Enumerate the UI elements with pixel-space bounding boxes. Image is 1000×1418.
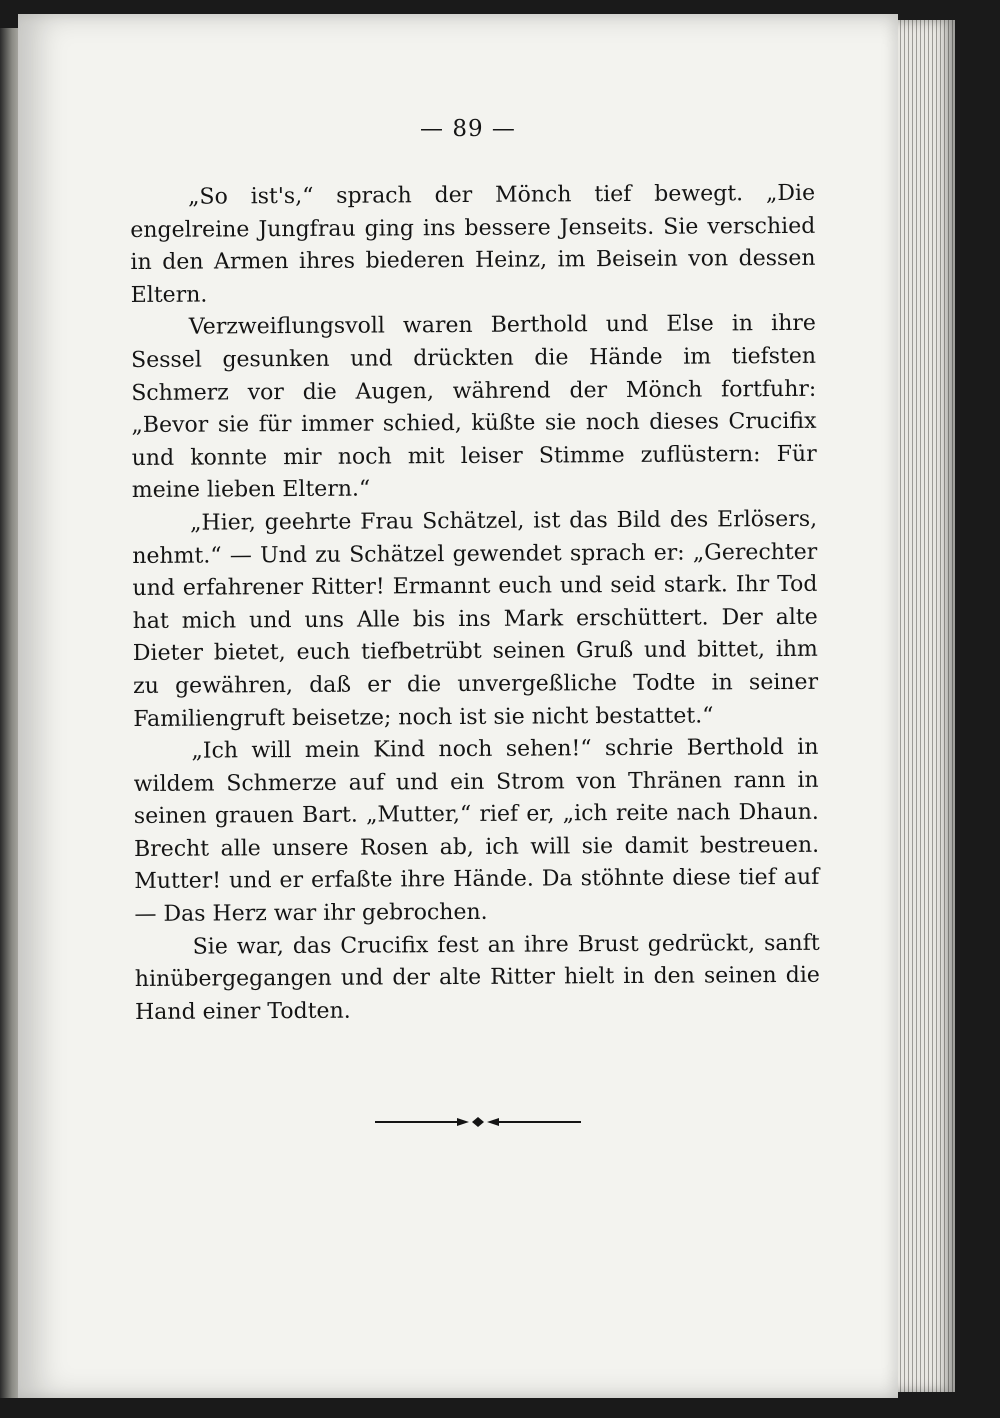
page-number: — 89 — (420, 116, 516, 142)
paragraph-2: Verzweiflungsvoll waren Berthold und Else in ihre Sessel gesunken und drückten die Hände im tiefsten Schmerz vor die Augen, während der Mönch fortfuhr: „Bevor sie für immer schied, küßte sie noch dieses Crucifix und konnte mir noch mit leiser Stimme zuflüstern: Für meine lieben Eltern.“ (131, 311, 817, 504)
paragraph-3: „Hier, geehrte Frau Schätzel, ist das Bild des Erlösers, nehmt.“ — Und zu Schätzel gewendet sprach er: „Gerechter und erfahrener Ritter! Ermannt euch und seid stark. Ihr Tod hat mich und uns Alle bis ins Mark erschüttert. Der alte Dieter bietet, euch tiefbetrübt seinen Gruß und bittet, ihm zu gewähren, daß er die unvergeßliche Todte in seiner Familiengruft beisetze; noch ist sie nicht bestattet.“ (132, 506, 819, 732)
paragraph-1: „So ist's,“ sprach der Mönch tief bewegt. „Die engelreine Jungfrau ging ins bessere Jenseits. Sie verschied in den Armen ihres biederen Heinz, im Beisein von dessen Eltern. (130, 180, 816, 308)
paragraph-5: Sie war, das Crucifix fest an ihre Brust gedrückt, sanft hinübergegangen und der alte Ritter hielt in den seinen die Hand einer Todten. (134, 930, 820, 1025)
book-page (18, 14, 898, 1398)
paragraph-4: „Ich will mein Kind noch sehen!“ schrie Berthold in wildem Schmerze auf und ein Strom von Thränen rann in seinen grauen Bart. „Mutter,“ rief er, „ich reite nach Dhaun. Brecht alle unsere Rosen ab, ich will sie damit bestreuen. Mutter! und er erfaßte ihre Hände. Da stöhnte diese tief auf — Das Herz war ihr gebrochen. (133, 734, 820, 928)
end-ornament-icon (373, 1115, 583, 1129)
body-text (130, 178, 820, 1030)
